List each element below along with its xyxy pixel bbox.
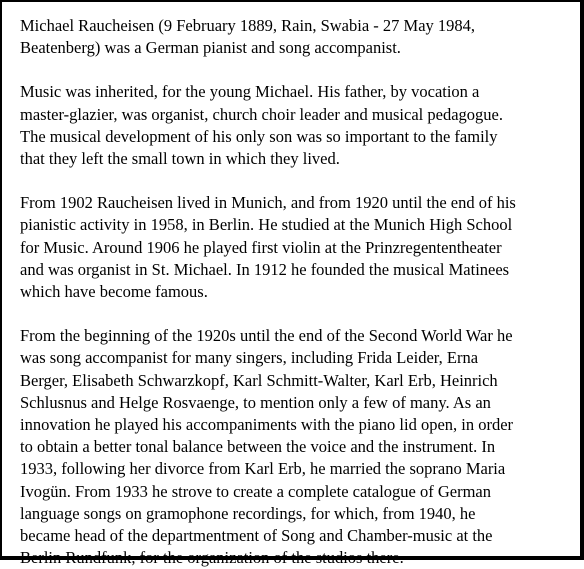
paragraph-intro: Michael Raucheisen (9 February 1889, Rain, Swabia - 27 May 1984, Beatenberg) was a German pianist and song accompanist.: [20, 16, 476, 58]
paragraph-accompanist: From the beginning of the 1920s until the end of the Second World War he was song accompanist for many singers, including Frida Leider, Erna Berger, Elisabeth Schwarzkopf, Karl Schmitt-Walter, Karl Erb, Heinrich Schlusnus and Helge Rosvaenge, to mention only a few of many. As an innovation he played his accompaniments with the piano lid open, in order to obtain a better tonal balance between the voice and the instrument. In 1933, following her divorce from Karl Erb, he married the soprano Maria Ivogün. From 1933 he strove to create a complete catalogue of German language songs on gramophone recordings, for which, from 1940, he became head of the departmentment of Song and Chamber-music at the Berlin Rundfunk, for the organization of the studios there.: [20, 326, 514, 568]
paragraph-family: Music was inherited, for the young Michael. His father, by vocation a master-glazier, was organist, church choir leader and musical pedagogue. The musical development of his only son was so important to the family that they left the small town in which they lived.: [20, 82, 503, 169]
paragraph-career: From 1902 Raucheisen lived in Munich, and from 1920 until the end of his pianistic activity in 1958, in Berlin. He studied at the Munich High School for Music. Around 1906 he played first violin at the Prinzregententheater and was organist in St. Michael. In 1912 he founded the musical Matinees which have become famous.: [20, 193, 516, 302]
document-body: [20, 15, 568, 569]
